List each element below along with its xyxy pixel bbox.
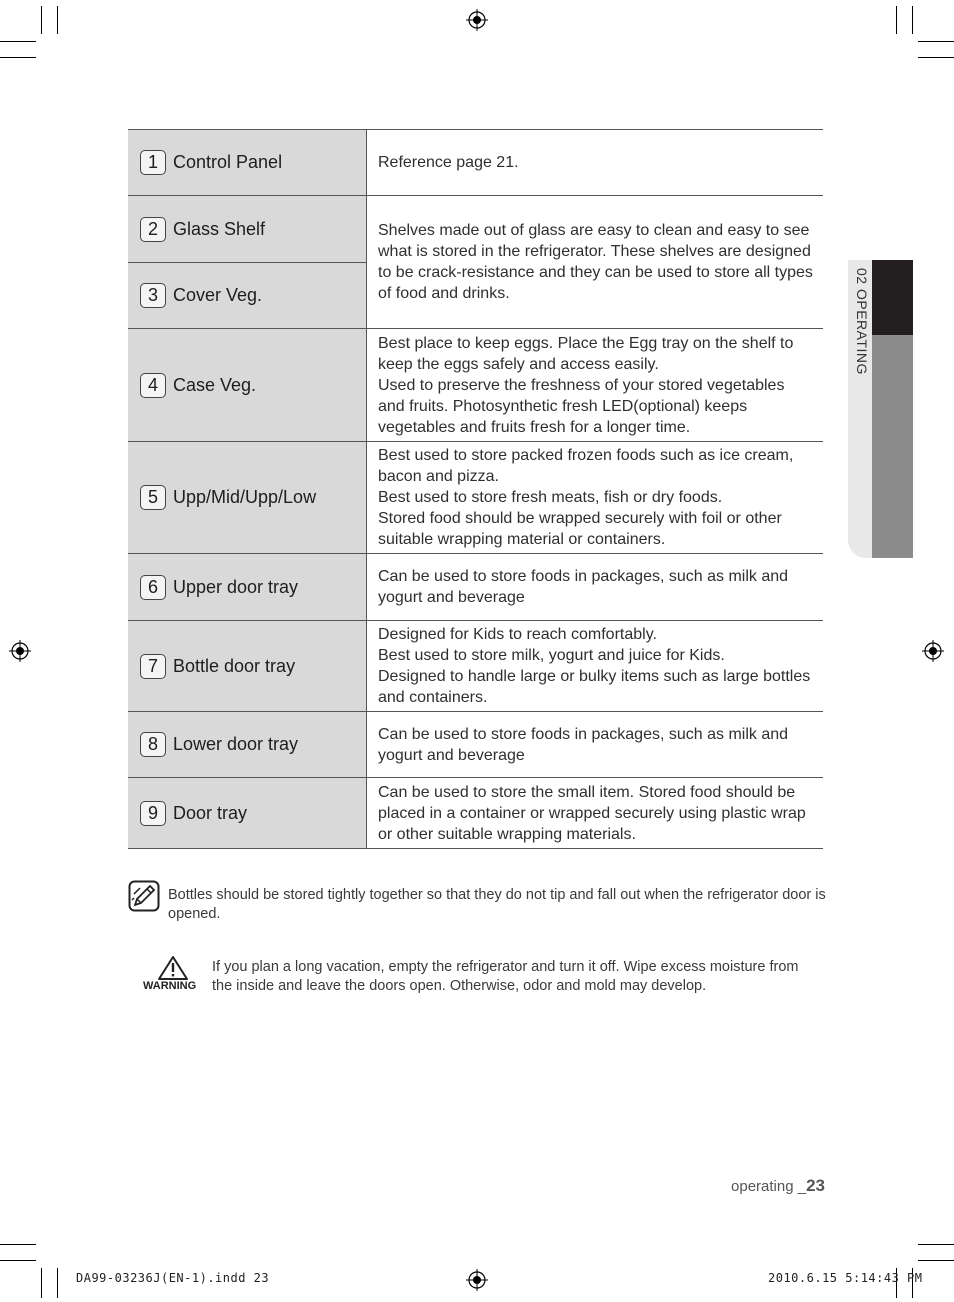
table-row [128,130,823,196]
description-line: Designed for Kids to reach comfortably. [378,626,657,643]
crop-mark [918,57,954,58]
part-name: Door tray [173,802,248,823]
description-line: Stored food should be wrapped securely with foil or other suitable wrapping material or containers. [378,510,782,548]
page-footer [731,1176,825,1196]
warning-label: WARNING [143,980,197,992]
crop-mark [0,57,36,58]
registration-mark-icon [9,640,31,662]
part-description-cell [367,554,824,621]
part-name-cell [128,130,367,196]
warning-triangle-icon [157,955,189,981]
side-tab-active-block [872,260,913,335]
warning-text: If you plan a long vacation, empty the refrigerator and turn it off. Wipe excess moisture from the inside and leave the doors open. Otherwise, odor and mold may develop. [212,959,799,994]
parts-table [128,129,823,849]
part-description-cell [367,329,824,442]
side-tab-grey-block [872,335,913,558]
part-number: 4 [140,373,166,398]
crop-mark [57,1268,58,1298]
crop-mark [918,1244,954,1245]
table-row [128,778,823,849]
part-number: 6 [140,575,166,600]
part-number: 8 [140,732,166,757]
part-description-cell [367,442,824,554]
part-name-cell [128,712,367,778]
side-tab-label: 02 OPERATING [854,268,870,375]
crop-mark [0,41,36,42]
part-description-cell [367,130,824,196]
note-text: Bottles should be stored tightly together so that they do not tip and fall out when the refrigerator door is opened. [168,887,826,922]
note-pencil-icon [128,880,160,912]
description-line: Best used to store packed frozen foods such as ice cream, bacon and pizza. [378,447,794,485]
part-number: 7 [140,654,166,679]
description-line: Shelves made out of glass are easy to clean and easy to see what is stored in the refrigerator. These shelves are designed to be crack-resistance and they can be used to store all types of food and drinks. [378,222,813,302]
description-line: Designed to handle large or bulky items such as large bottles and containers. [378,668,811,706]
table-row [128,621,823,712]
part-name-cell [128,196,367,263]
slug-filename: DA99-03236J(EN-1).indd 23 [76,1271,270,1285]
description-line: Can be used to store the small item. Stored food should be placed in a container or wrapped securely using plastic wrap or other suitable wrapping materials. [378,783,806,843]
part-name: Upp/Mid/Upp/Low [173,487,317,507]
part-name: Case Veg. [173,374,257,395]
description-line: Reference page 21. [378,154,519,171]
registration-mark-icon [466,9,488,31]
registration-mark-icon [922,640,944,662]
part-number: 9 [140,801,166,826]
table-row [128,712,823,778]
slug-date: 2010.6.15 5:14:43 PM [768,1271,923,1285]
crop-mark [896,6,897,34]
crop-mark [918,41,954,42]
crop-mark [41,1268,42,1298]
part-number: 3 [140,283,166,308]
description-line: Best used to store fresh meats, fish or dry foods. [378,489,723,506]
part-description-cell [367,196,824,329]
crop-mark [41,6,42,34]
description-line: Can be used to store foods in packages, such as milk and yogurt and beverage [378,568,789,606]
crop-mark [918,1260,954,1261]
part-name: Lower door tray [173,734,299,754]
part-name-cell [128,778,367,849]
crop-mark [0,1244,36,1245]
part-description-cell [367,712,824,778]
part-name-cell [128,263,367,329]
part-description-cell [367,621,824,712]
part-number: 5 [140,485,166,510]
description-line: Best place to keep eggs. Place the Egg tray on the shelf to keep the eggs safely and access easily. [378,334,794,373]
crop-mark [57,6,58,34]
part-name: Control Panel [173,152,283,172]
registration-mark-icon [466,1269,488,1291]
part-name: Cover Veg. [173,285,263,305]
table-row [128,329,823,442]
part-description-cell [367,778,824,849]
description-line: Can be used to store foods in packages, such as milk and yogurt and beverage [378,725,789,764]
part-name: Glass Shelf [173,218,266,239]
page-number: 23 [806,1176,825,1195]
part-name: Upper door tray [173,576,299,597]
table-row [128,554,823,621]
part-name-cell [128,442,367,554]
crop-mark [912,6,913,34]
table-row [128,196,823,263]
description-line: Used to preserve the freshness of your stored vegetables and fruits. Photosynthetic fresh LED(optional) keeps vegetables and fruits fresh for a longer time. [378,376,785,436]
part-name-cell [128,621,367,712]
table-row [128,442,823,554]
description-line: Best used to store milk, yogurt and juice for Kids. [378,647,725,664]
part-number: 2 [140,217,166,242]
part-number: 1 [140,150,166,175]
part-name-cell [128,329,367,442]
footer-section: operating _ [731,1178,807,1195]
crop-mark [0,1260,36,1261]
part-name-cell [128,554,367,621]
part-name: Bottle door tray [173,655,296,676]
